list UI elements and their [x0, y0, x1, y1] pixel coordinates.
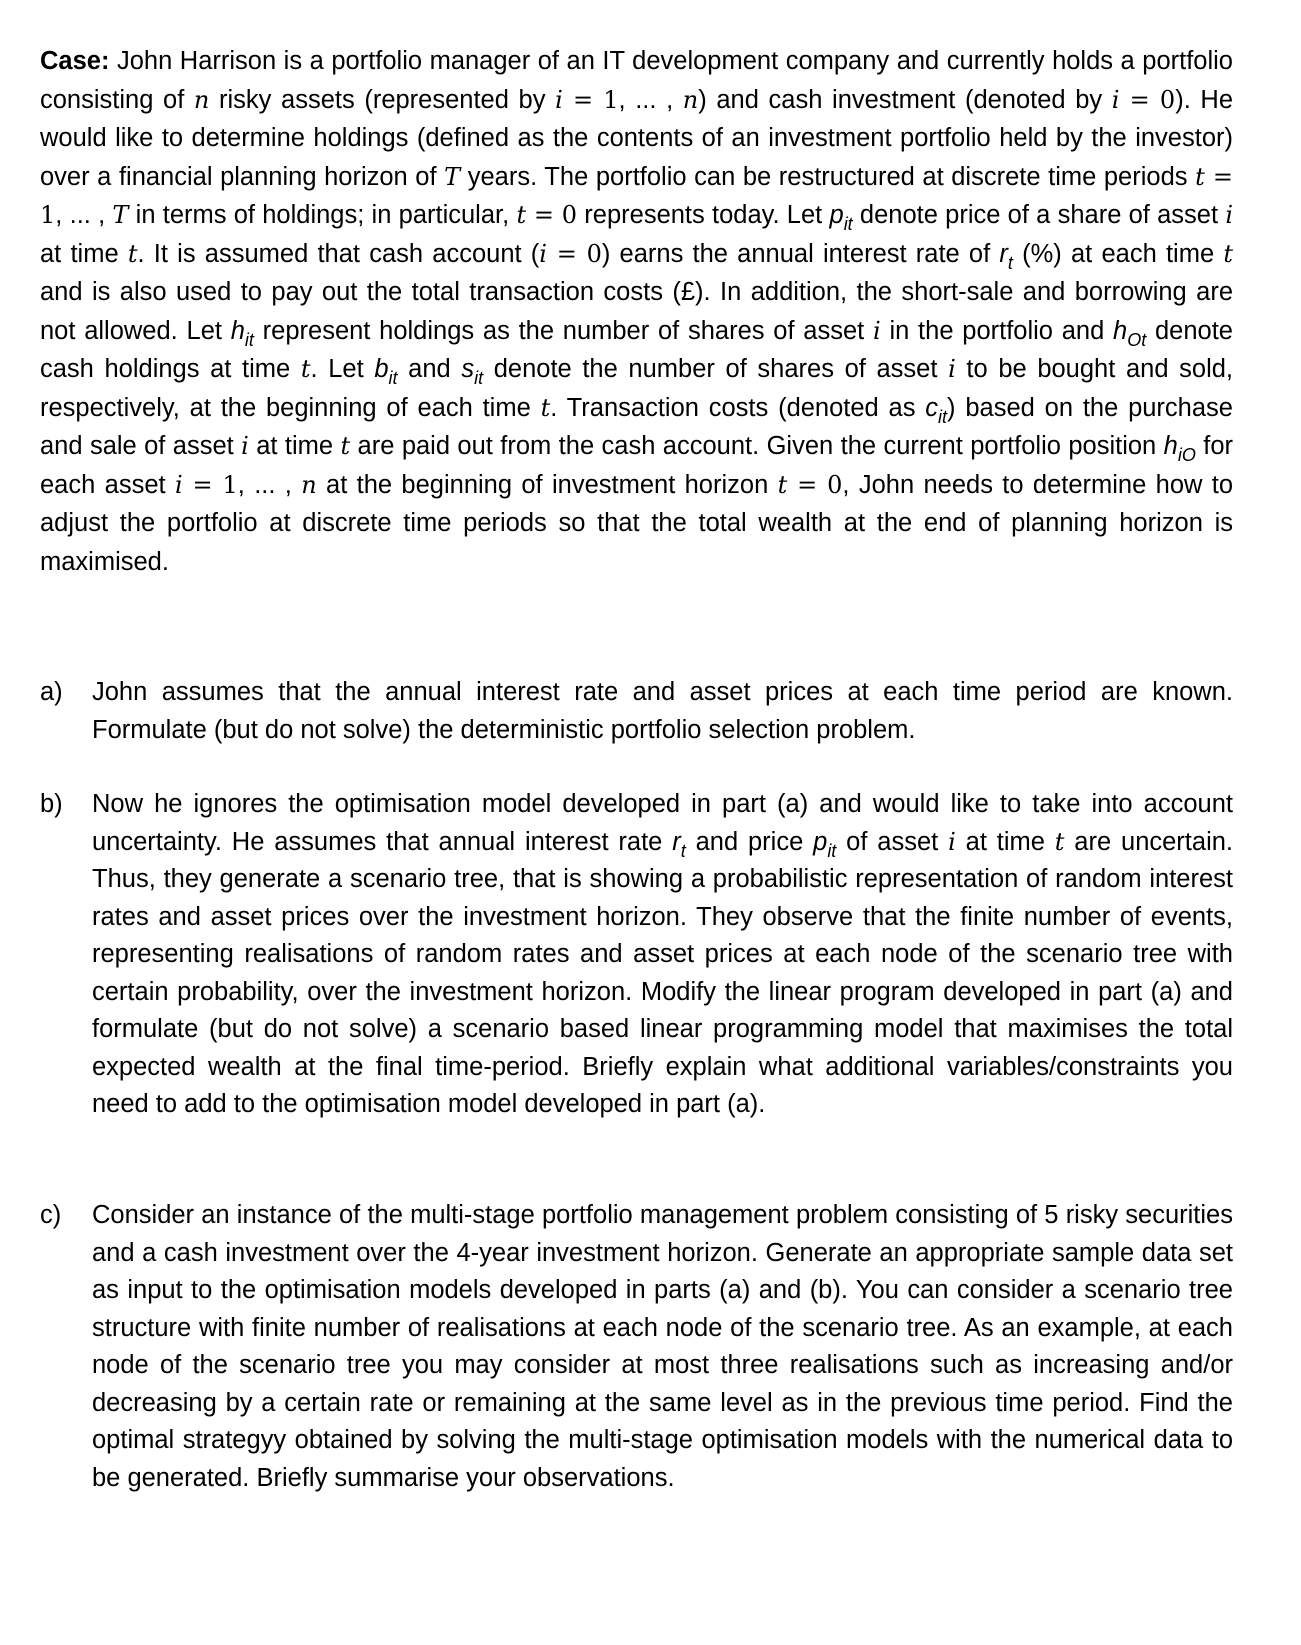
case-text: John Harrison is a portfolio manager of an IT development company and currently holds a portfolio consisting of n risky assets (represented by i = 1, ... , n) and cash investment (denoted by i = 0). He would like to determine holdings (defined as the contents of an investment portfolio held by the investor) over a financial planning horizon of T years. The portfolio can be restructured at discrete time periods t = 1, ... , T in terms of holdings; in particular, t = 0 represents today. Let $p_{it}$ denote price of a share of asset i at time t. It is assumed that cash account (i = 0) earns the annual interest rate of $r_t$ (%) at each time t and is also used to pay out the total transaction costs (£). In addition, the short-sale and borrowing are not allowed. Let $h_{it}$ represent holdings as the number of shares of asset i in the portfolio and $h_{Ot}$ denote cash holdings at time t. Let $b_{it}$ and $s_{it}$ denote the number of shares of asset i to be bought and sold, respectively, at the beginning of each time t. Transaction costs (denoted as $c_{it}$) based on the purchase and sale of asset i at time t are paid out from the cash account. Given the current portfolio position $h_{iO}$ for each asset i = 1, ... , n at the beginning of investment horizon t = 0, John needs to determine how to adjust the portfolio at discrete time periods so that the total wealth at the end of planning horizon is maximised. — [40, 47, 1234, 576]
question-text: Consider an instance of the multi-stage portfolio management problem consisting of 5 risky securities and a cash investment over the 4-year investment horizon. Generate an appropriate sample data set as input to the optimisation models developed in parts (a) and (b). You can consider a scenario tree structure with finite number of realisations at each node of the scenario tree. As an example, at each node of the scenario tree you may consider at most three realisations such as increasing and/or decreasing by a certain rate or remaining at the same level as in the previous time period. Find the optimal strategyy obtained by solving the multi-stage optimisation models with the numerical data to be generated. Briefly summarise your observations. — [92, 1201, 1233, 1492]
case-label: Case: — [40, 47, 110, 75]
question-letter: c) — [40, 1201, 62, 1229]
question-text: John assumes that the annual interest rate and asset prices at each time period are known. Formulate (but do not solve) the deterministic portfolio selection problem. — [92, 678, 1233, 744]
case-paragraph — [40, 42, 1233, 581]
question-letter: b) — [40, 790, 63, 818]
question-c — [40, 1197, 1233, 1497]
question-b — [40, 786, 1233, 1124]
question-a — [40, 674, 1233, 749]
question-text: Now he ignores the optimisation model developed in part (a) and would like to take into account uncertainty. He assumes that annual interest rate $r_t$ and price $p_{it}$ of asset i at time t are uncertain. Thus, they generate a scenario tree, that is showing a probabilistic representation of random interest rates and asset prices over the investment horizon. They observe that the finite number of events, representing realisations of random rates and asset prices at each node of the scenario tree with certain probability, over the investment horizon. Modify the linear program developed in part (a) and formulate (but do not solve) a scenario based linear programming model that maximises the total expected wealth at the final time-period. Briefly explain what additional variables/constraints you need to add to the optimisation model developed in part (a). — [92, 790, 1234, 1118]
question-letter: a) — [40, 678, 63, 706]
